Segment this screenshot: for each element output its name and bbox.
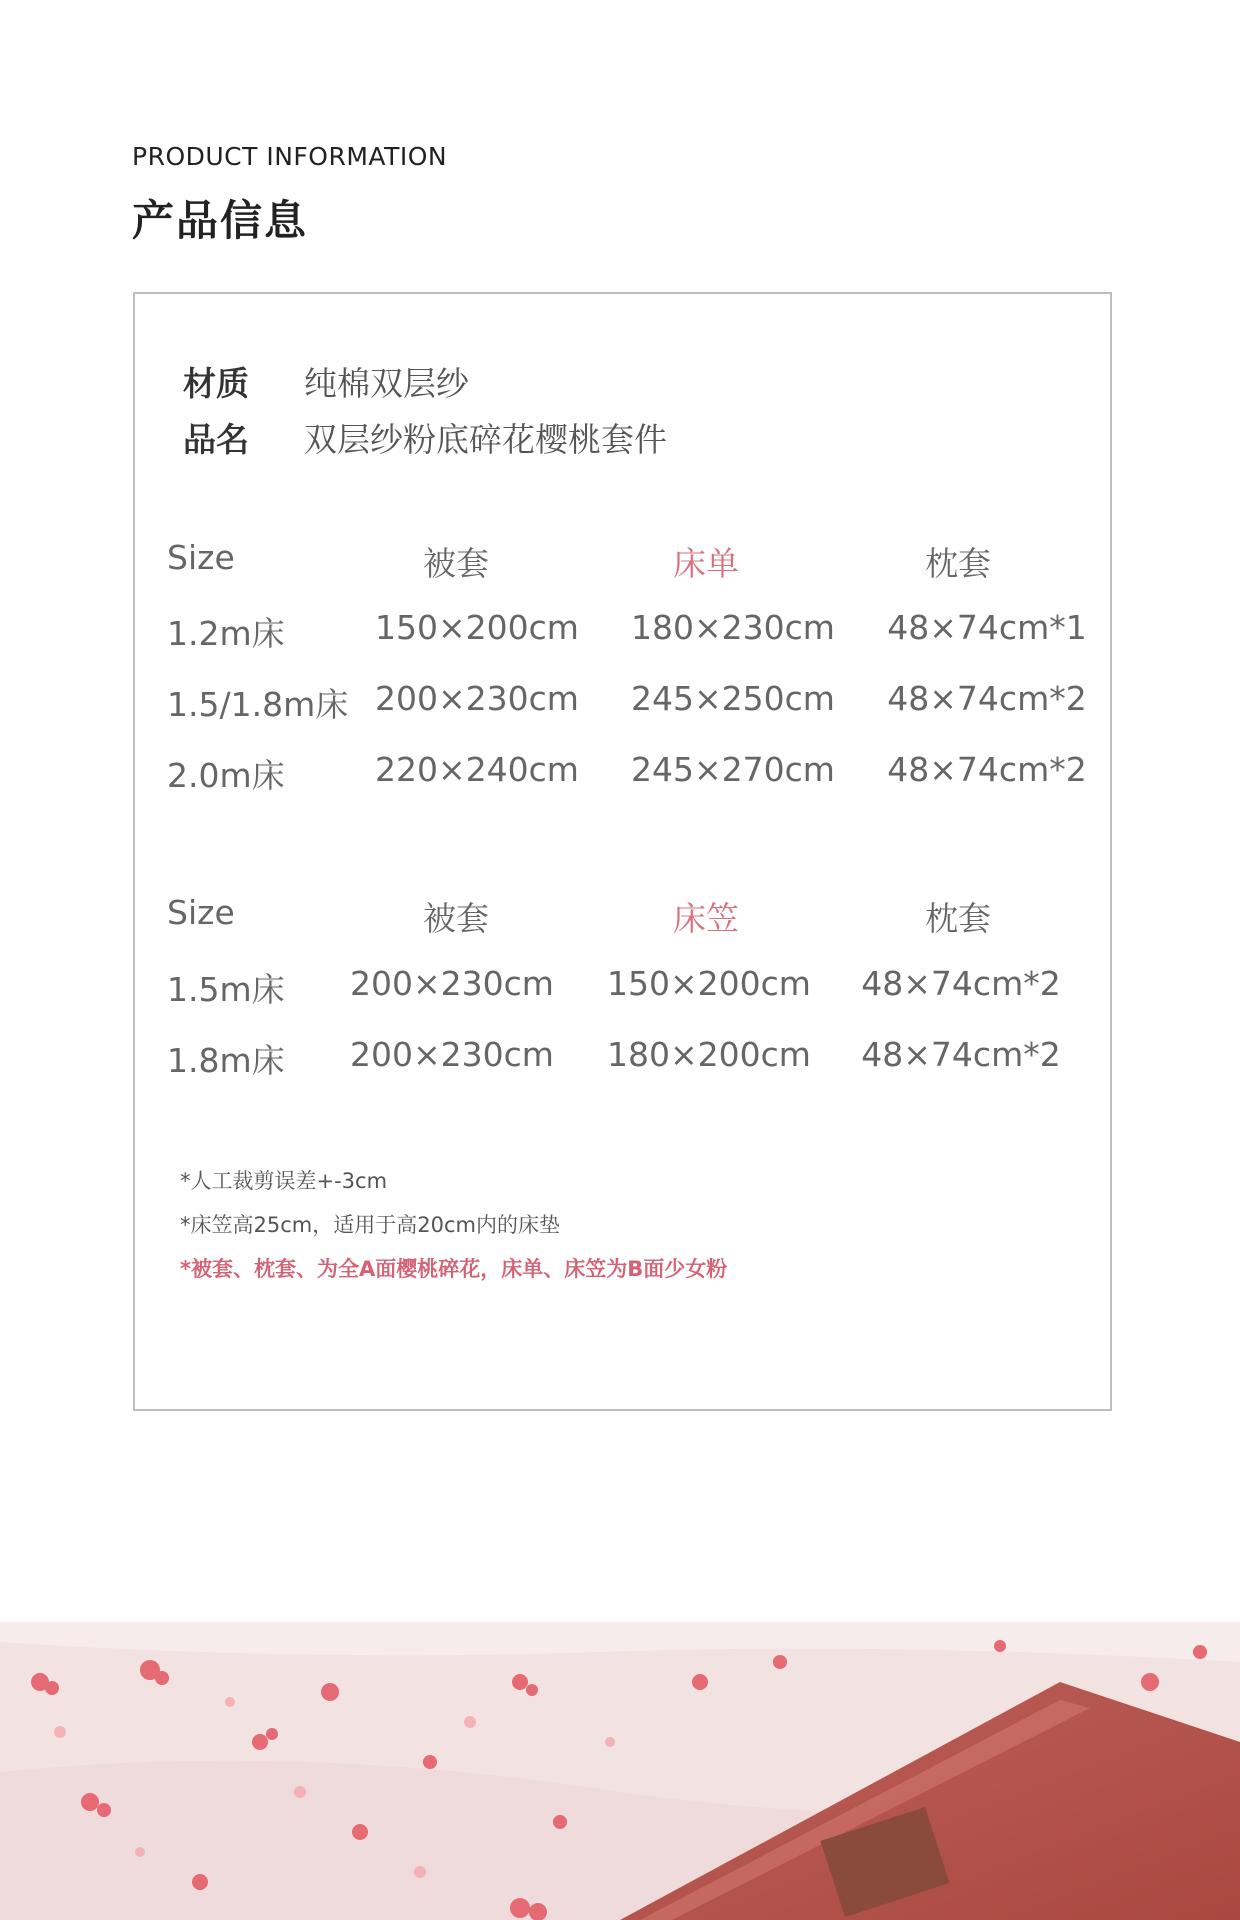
table2-header-pillowcase: 枕套 — [925, 899, 991, 938]
table1-row1-size: 1.2m床 — [167, 614, 285, 653]
table2-header-duvet: 被套 — [423, 899, 489, 938]
table1-row2-duvet: 200×230cm — [375, 679, 579, 718]
note-fabric-sides: *被套、枕套、为全A面樱桃碎花，床单、床笠为B面少女粉 — [180, 1257, 728, 1281]
table2-row1-size: 1.5m床 — [167, 970, 285, 1009]
product-photo — [0, 1622, 1240, 1920]
table1-row3-size: 2.0m床 — [167, 756, 285, 795]
meta-key-material: 材质 — [183, 364, 249, 403]
meta-row-material — [183, 358, 469, 405]
table2-row2-size: 1.8m床 — [167, 1041, 285, 1080]
meta-value-material: 纯棉双层纱 — [304, 364, 469, 403]
table1-row3-duvet: 220×240cm — [375, 750, 579, 789]
meta-key-name: 品名 — [183, 420, 249, 459]
table1-row2-sheet: 245×250cm — [631, 679, 835, 718]
table2-row2-duvet: 200×230cm — [350, 1035, 554, 1074]
table1-row1-sheet: 180×230cm — [631, 608, 835, 647]
table2-header-size: Size — [167, 893, 235, 932]
note-fitted-sheet-height: *床笠高25cm，适用于高20cm内的床垫 — [180, 1213, 560, 1237]
table2-row1-fitted-sheet: 150×200cm — [607, 964, 811, 1003]
table1-header-size: Size — [167, 538, 235, 577]
meta-value-name: 双层纱粉底碎花樱桃套件 — [304, 420, 667, 459]
table2-header-fitted-sheet: 床笠 — [673, 899, 739, 938]
table1-row3-sheet: 245×270cm — [631, 750, 835, 789]
table1-header-sheet: 床单 — [673, 544, 739, 583]
table1-row1-duvet: 150×200cm — [375, 608, 579, 647]
table2-row1-duvet: 200×230cm — [350, 964, 554, 1003]
product-info-box — [133, 292, 1112, 1411]
table1-row2-size: 1.5/1.8m床 — [167, 685, 349, 724]
table1-row2-pillowcase: 48×74cm*2 — [887, 679, 1087, 718]
table1-header-duvet: 被套 — [423, 544, 489, 583]
table1-row1-pillowcase: 48×74cm*1 — [887, 608, 1087, 647]
table2-row1-pillowcase: 48×74cm*2 — [861, 964, 1061, 1003]
table2-row2-fitted-sheet: 180×200cm — [607, 1035, 811, 1074]
bedding-photo-illustration — [0, 1622, 1240, 1920]
note-cutting-tolerance: *人工裁剪误差+-3cm — [180, 1169, 388, 1193]
table2-row2-pillowcase: 48×74cm*2 — [861, 1035, 1061, 1074]
meta-row-name — [183, 414, 667, 461]
table1-header-pillowcase: 枕套 — [925, 544, 991, 583]
page-title: 产品信息 — [132, 196, 309, 245]
heading-en: PRODUCT INFORMATION — [132, 142, 448, 171]
table1-row3-pillowcase: 48×74cm*2 — [887, 750, 1087, 789]
